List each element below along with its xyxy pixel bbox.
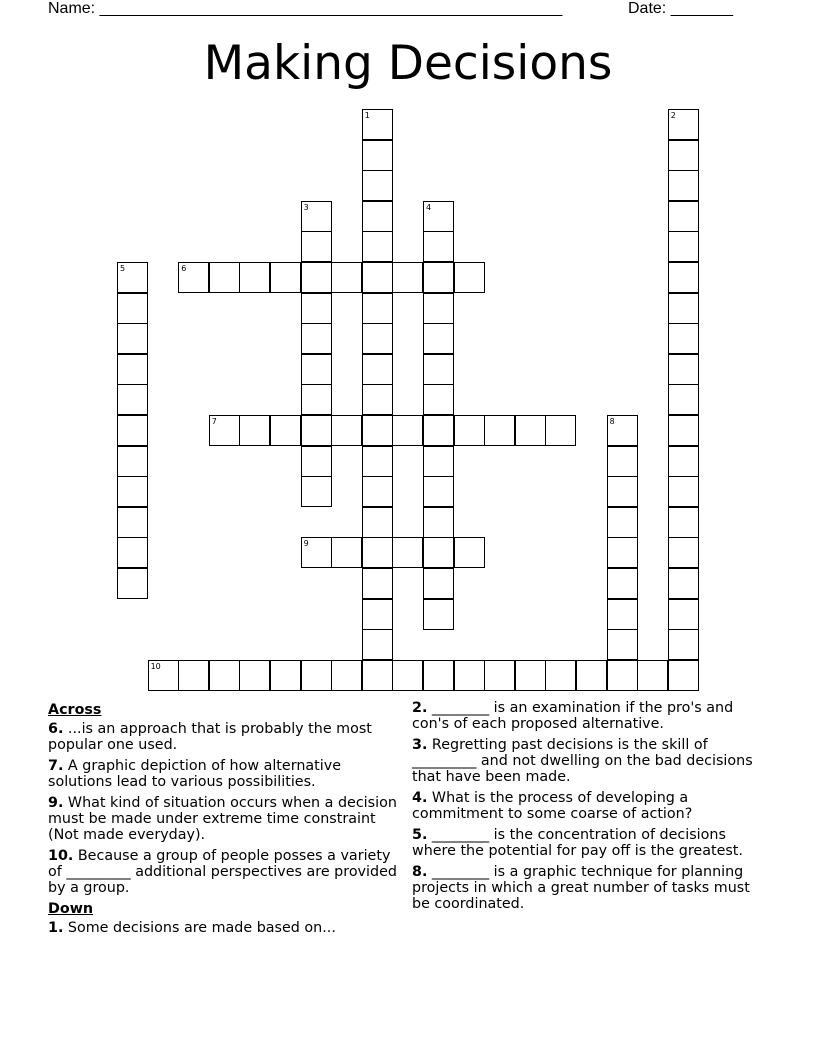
crossword-cell[interactable]: [331, 660, 362, 691]
clue-number: 2: [670, 111, 676, 120]
crossword-cell[interactable]: [423, 231, 454, 262]
crossword-cell[interactable]: [301, 415, 332, 446]
down-clue-list-right: [412, 700, 770, 912]
crossword-cell[interactable]: [607, 476, 638, 507]
crossword-cell[interactable]: [362, 262, 393, 293]
crossword-cell[interactable]: [301, 446, 332, 477]
clue-number: 10: [150, 661, 161, 671]
crossword-cell[interactable]: [668, 201, 699, 232]
clue-text: Because a group of people posses a variety of _________ additional perspectives are provided by a group.: [48, 848, 397, 896]
clue-text: Regretting past decisions is the skill of _________ and not dwelling on the bad decisions that have been made.: [412, 737, 753, 785]
crossword-cell[interactable]: [209, 262, 240, 293]
clue-number-label: 4.: [412, 790, 428, 806]
clue-number: 9: [303, 539, 309, 549]
crossword-cell[interactable]: [668, 629, 699, 660]
crossword-cell[interactable]: [423, 415, 454, 446]
clue-text: Some decisions are made based on...: [63, 920, 336, 936]
crossword-cell[interactable]: [668, 262, 699, 293]
crossword-cell[interactable]: [392, 262, 423, 293]
crossword-cell[interactable]: [117, 262, 148, 293]
crossword-cell[interactable]: [331, 537, 362, 568]
crossword-cell[interactable]: [576, 660, 607, 691]
crossword-cell[interactable]: [301, 476, 332, 507]
crossword-cell[interactable]: [545, 660, 576, 691]
clue-number: 6: [181, 264, 187, 273]
clue-number-label: 3.: [412, 737, 428, 753]
crossword-cell[interactable]: [117, 537, 148, 568]
down-heading: Down: [48, 901, 94, 917]
crossword-cell[interactable]: [668, 140, 699, 171]
clue-number-label: 9.: [48, 795, 64, 811]
crossword-cell[interactable]: [454, 415, 485, 446]
clue-number-label: 6.: [48, 721, 64, 737]
clue-text: What is the process of developing a commitment to some coarse of action?: [412, 790, 693, 822]
crossword-cell[interactable]: [301, 354, 332, 385]
crossword-cell[interactable]: [331, 415, 362, 446]
crossword-cell[interactable]: [362, 568, 393, 599]
crossword-cell[interactable]: [362, 354, 393, 385]
crossword-cell[interactable]: [668, 446, 699, 477]
clue-number-label: 8.: [412, 864, 428, 880]
crossword-cell[interactable]: [117, 415, 148, 446]
clue: [412, 700, 770, 732]
crossword-cell[interactable]: [301, 293, 332, 324]
clue-text: ...is an approach that is probably the most popular one used.: [48, 721, 372, 753]
crossword-cell[interactable]: [607, 629, 638, 660]
crossword-cell[interactable]: [209, 660, 240, 691]
crossword-cell[interactable]: [668, 537, 699, 568]
crossword-cell[interactable]: [423, 507, 454, 538]
clue: [48, 795, 398, 843]
crossword-cell[interactable]: [301, 262, 332, 293]
clue-number: 3: [303, 202, 309, 212]
clue-number: 1: [364, 111, 370, 120]
crossword-cell[interactable]: [668, 599, 699, 630]
crossword-cell[interactable]: [117, 293, 148, 324]
crossword-cell[interactable]: [362, 476, 393, 507]
crossword-cell[interactable]: [668, 415, 699, 446]
crossword-cell[interactable]: [362, 599, 393, 630]
crossword-cell[interactable]: [392, 660, 423, 691]
clue-number-label: 10.: [48, 848, 74, 864]
crossword-cell[interactable]: [178, 262, 209, 293]
crossword-cell[interactable]: [270, 262, 301, 293]
crossword-cell[interactable]: [423, 476, 454, 507]
clue-number: 7: [211, 417, 217, 426]
crossword-cell[interactable]: [362, 109, 393, 140]
crossword-cell[interactable]: [607, 415, 638, 446]
crossword-cell[interactable]: [668, 293, 699, 324]
crossword-cell[interactable]: [301, 201, 332, 232]
crossword-cell[interactable]: [423, 262, 454, 293]
crossword-cell[interactable]: [362, 293, 393, 324]
crossword-cell[interactable]: [668, 507, 699, 538]
crossword-cell[interactable]: [301, 660, 332, 691]
crossword-cell[interactable]: [362, 446, 393, 477]
crossword-cell[interactable]: [668, 384, 699, 415]
crossword-cell[interactable]: [423, 293, 454, 324]
crossword-cell[interactable]: [668, 568, 699, 599]
crossword-cell[interactable]: [607, 599, 638, 630]
crossword-cell[interactable]: [209, 415, 240, 446]
crossword-cell[interactable]: [362, 201, 393, 232]
crossword-cell[interactable]: [423, 446, 454, 477]
clue: [412, 790, 770, 822]
clues-left-column: [48, 700, 398, 941]
crossword-cell[interactable]: [362, 231, 393, 262]
crossword-cell[interactable]: [270, 660, 301, 691]
crossword-cell[interactable]: [607, 507, 638, 538]
clue-number: 8: [609, 417, 615, 426]
crossword-cell[interactable]: [484, 660, 515, 691]
crossword-cell[interactable]: [362, 384, 393, 415]
crossword-cell[interactable]: [239, 660, 270, 691]
crossword-cell[interactable]: [423, 323, 454, 354]
crossword-cell[interactable]: [668, 660, 699, 691]
crossword-cell[interactable]: [301, 384, 332, 415]
crossword-cell[interactable]: [362, 170, 393, 201]
crossword-cell[interactable]: [301, 231, 332, 262]
crossword-cell[interactable]: [423, 354, 454, 385]
clue: [48, 721, 398, 753]
clue: [48, 920, 398, 936]
crossword-cell[interactable]: [515, 660, 546, 691]
crossword-cell[interactable]: [423, 384, 454, 415]
clue: [412, 864, 770, 912]
crossword-cell[interactable]: [270, 415, 301, 446]
page-title: Making Decisions: [203, 36, 613, 91]
crossword-cell[interactable]: [454, 537, 485, 568]
crossword-cell[interactable]: [423, 568, 454, 599]
crossword-cell[interactable]: [607, 537, 638, 568]
crossword-cell[interactable]: [423, 599, 454, 630]
clue-number-label: 2.: [412, 700, 428, 716]
crossword-cell[interactable]: [362, 140, 393, 171]
crossword-cell[interactable]: [117, 384, 148, 415]
crossword-cell[interactable]: [454, 660, 485, 691]
clue-number-label: 1.: [48, 920, 64, 936]
crossword-cell[interactable]: [668, 323, 699, 354]
crossword-cell[interactable]: [301, 537, 332, 568]
crossword-cell[interactable]: [362, 507, 393, 538]
clue-number-label: 7.: [48, 758, 64, 774]
crossword-cell[interactable]: [545, 415, 576, 446]
crossword-cell[interactable]: [362, 415, 393, 446]
clue: [48, 848, 398, 896]
crossword-cell[interactable]: [607, 660, 638, 691]
clues-right-column: [412, 700, 770, 917]
crossword-cell[interactable]: [117, 354, 148, 385]
crossword-cell[interactable]: [148, 660, 179, 691]
date-blank: _______: [670, 0, 733, 17]
clue: [412, 737, 770, 785]
clue-text: ________ is a graphic technique for planning projects in which a great number of tasks must be coordinated.: [412, 864, 750, 912]
crossword-cell[interactable]: [239, 415, 270, 446]
crossword-cell[interactable]: [239, 262, 270, 293]
crossword-cell[interactable]: [607, 446, 638, 477]
name-label: Name:: [48, 0, 96, 17]
crossword-cell[interactable]: [515, 415, 546, 446]
across-heading: Across: [48, 702, 102, 718]
crossword-cell[interactable]: [117, 568, 148, 599]
crossword-cell[interactable]: [392, 415, 423, 446]
crossword-cell[interactable]: [668, 231, 699, 262]
clue-text: A graphic depiction of how alternative solutions lead to various possibilities.: [48, 758, 341, 790]
crossword-cell[interactable]: [637, 660, 668, 691]
down-clue-list-left: [48, 920, 398, 936]
crossword-cell[interactable]: [331, 262, 362, 293]
crossword-cell[interactable]: [117, 507, 148, 538]
clue-number: 4: [426, 202, 432, 212]
crossword-cell[interactable]: [301, 323, 332, 354]
clue-number-label: 5.: [412, 827, 428, 843]
clue-text: ________ is the concentration of decisions where the potential for pay off is the greatest.: [412, 827, 743, 859]
crossword-cell[interactable]: [117, 323, 148, 354]
date-label: Date:: [628, 0, 667, 17]
crossword-cell[interactable]: [362, 629, 393, 660]
crossword-cell[interactable]: [607, 568, 638, 599]
clue-text: What kind of situation occurs when a decision must be made under extreme time constraint (Not made everyday).: [48, 795, 397, 843]
crossword-cell[interactable]: [362, 660, 393, 691]
clue-text: ________ is an examination if the pro's and con's of each proposed alternative.: [412, 700, 734, 732]
crossword-cell[interactable]: [117, 446, 148, 477]
clue: [412, 827, 770, 859]
crossword-cell[interactable]: [423, 660, 454, 691]
crossword-cell[interactable]: [668, 476, 699, 507]
crossword-cell[interactable]: [668, 354, 699, 385]
name-blank: ____________________________________________________: [99, 0, 563, 17]
crossword-cell[interactable]: [454, 262, 485, 293]
crossword-cell[interactable]: [484, 415, 515, 446]
crossword-cell[interactable]: [668, 170, 699, 201]
clue: [48, 758, 398, 790]
crossword-cell[interactable]: [362, 323, 393, 354]
clue-number: 5: [120, 264, 126, 273]
crossword-cell[interactable]: [423, 537, 454, 568]
crossword-cell[interactable]: [423, 201, 454, 232]
across-clue-list: [48, 721, 398, 896]
crossword-cell[interactable]: [178, 660, 209, 691]
crossword-cell[interactable]: [392, 537, 423, 568]
crossword-cell[interactable]: [117, 476, 148, 507]
crossword-cell[interactable]: [362, 537, 393, 568]
crossword-cell[interactable]: [668, 109, 699, 140]
